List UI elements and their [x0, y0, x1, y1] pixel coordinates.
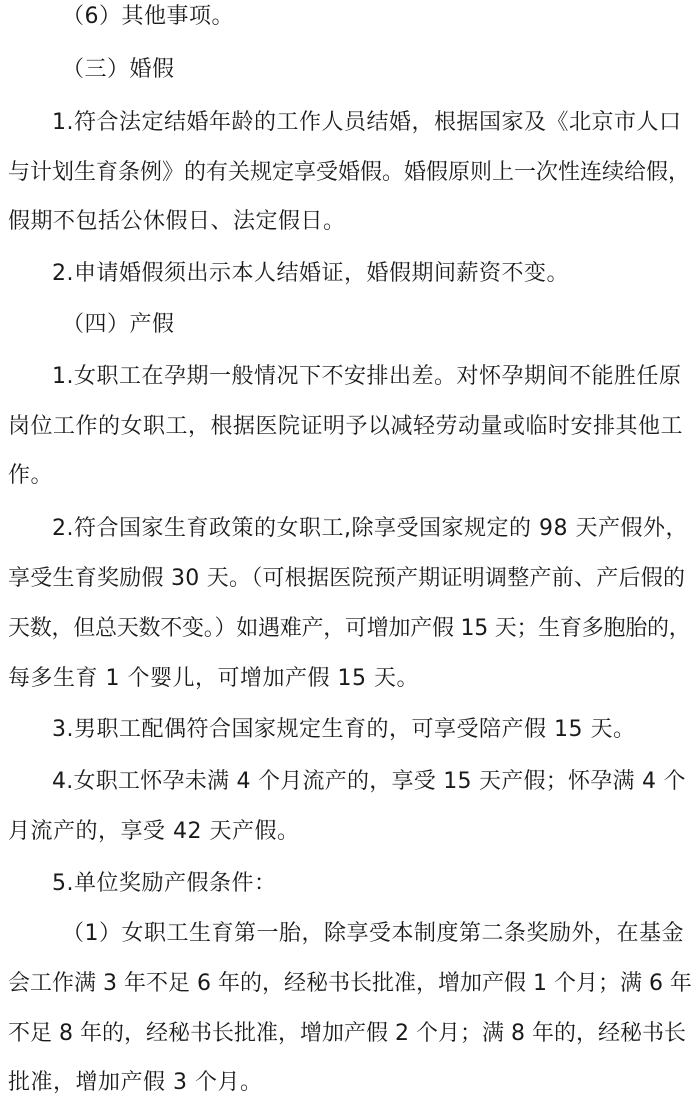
reward-leave-item1-line4: 批准，增加产假 3 个月。	[8, 1070, 263, 1095]
miscarriage-leave-p4-line1: 4.女职工怀孕未满 4 个月流产的，享受 15 天产假；怀孕满 4 个	[52, 769, 686, 794]
marriage-leave-p1-line1: 1.符合法定结婚年龄的工作人员结婚，根据国家及《北京市人口	[52, 110, 682, 135]
reward-leave-item1-line1: （1）女职工生育第一胎，除享受本制度第二条奖励外，在基金	[62, 921, 684, 946]
marriage-leave-p2: 2.申请婚假须出示本人结婚证，婚假期间薪资不变。	[52, 261, 569, 286]
section-4-heading: （四）产假	[62, 312, 175, 337]
marriage-leave-p1-line2: 与计划生育条例》的有关规定享受婚假。婚假原则上一次性连续给假，	[8, 160, 691, 185]
reward-leave-item1-line2: 会工作满 3 年不足 6 年的，经秘书长批准，增加产假 1 个月；满 6 年	[8, 971, 692, 996]
maternity-leave-p1-line3: 作。	[8, 463, 54, 488]
section-3-heading: （三）婚假	[62, 57, 175, 82]
maternity-leave-p2-line2: 享受生育奖励假 30 天。（可根据医院预产期证明调整产前、产后假的	[8, 566, 686, 591]
maternity-leave-p2-line3: 天数，但总天数不变。）如遇难产，可增加产假 15 天；生育多胞胎的，	[8, 616, 691, 641]
item-6-other-matters: （6）其他事项。	[62, 4, 234, 29]
maternity-leave-p1-line2: 岗位工作的女职工，根据医院证明予以减轻劳动量或临时安排其他工	[8, 414, 684, 439]
marriage-leave-p1-line3: 假期不包括公休假日、法定假日。	[8, 209, 346, 234]
reward-leave-heading: 5.单位奖励产假条件：	[52, 871, 277, 896]
reward-leave-item1-line3: 不足 8 年的，经秘书长批准，增加产假 2 个月；满 8 年的，经秘书长	[8, 1021, 686, 1046]
maternity-leave-p1-line1: 1.女职工在孕期一般情况下不安排出差。对怀孕期间不能胜任原	[52, 364, 682, 389]
paternity-leave-p3: 3.男职工配偶符合国家规定生育的，可享受陪产假 15 天。	[52, 717, 636, 742]
maternity-leave-p2-line1: 2.符合国家生育政策的女职工,除享受国家规定的 98 天产假外，	[52, 516, 688, 541]
miscarriage-leave-p4-line2: 月流产的，享受 42 天产假。	[8, 819, 300, 844]
maternity-leave-p2-line4: 每多生育 1 个婴儿，可增加产假 15 天。	[8, 666, 419, 691]
